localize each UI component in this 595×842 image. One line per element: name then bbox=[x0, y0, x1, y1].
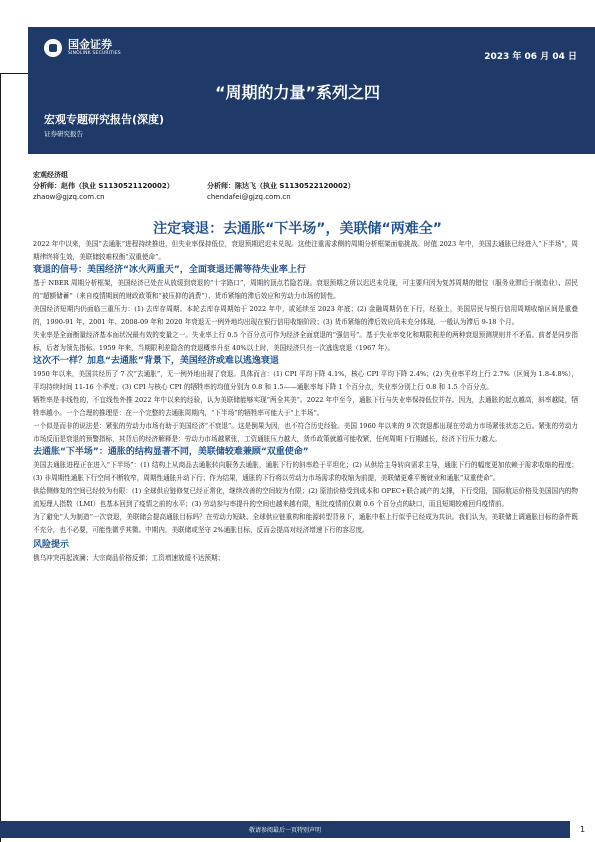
body-paragraph: 供给侧修复的空间已经较为有限：(1) 全球供应链修复已经正常化，继续改善的空间较为有限；(2) 原油价格受到成本和 OPEC+联合减产的支撑，下行受阻，国际航运价格及美国国内的物流短理人指数（LMI）也基本回到了疫情之前的水平；(3) 劳动参与率提升的空间也越来越有限，相比疫情前仅剩 0.6 个百分点的缺口，而且短期较难回归疫情前。 bbox=[33, 487, 578, 508]
report-body bbox=[33, 238, 578, 565]
analyst-group: 宏观经济组 bbox=[33, 171, 68, 179]
page-number: 1 bbox=[580, 825, 586, 834]
risk-heading: 风险提示 bbox=[33, 540, 70, 550]
series-title: “周期的力量”系列之四 bbox=[214, 83, 381, 102]
analyst-block bbox=[33, 170, 381, 203]
section-heading: 去通胀“下半场”：通胀的结构显著不同，美联储较难兼顾“双重使命” bbox=[33, 447, 309, 457]
body-paragraph: 1950 年以来，美国共经历了 7 次“去通胀”，无一例外地出现了衰退。具体而言：(1) CPI 平均下降 4.1%，核心 CPI 平均下降 2.4%；(2) 失业率平均上行 2.7%（区间为 1.8-4.8%），平均持续时间 11-16 个季度；(3) CPI 与核心 CPI 的牺牲率的均值分别为 0.8 和 1.5——通胀率每下降 1 个百分点，失业率分别上行 0.8 和 1.5 个百分点。 bbox=[33, 370, 578, 391]
analyst-name: 分析师：陈达飞（执业 S1130522120002） bbox=[207, 182, 355, 190]
report-headline: 注定衰退：去通胀“下半场”，美联储“两难全” bbox=[153, 221, 442, 237]
body-paragraph: 一个似是而非的说法是：紧张的劳动力市场有助于美国经济“不衰退”。这是倒果为因，也不符合历史经验。美国 1960 年以来的 9 次衰退都出现在劳动力市场紧张状态之后。紧张的劳动力市场反而是衰退的预警指标，其背后的经济解释是：劳动力市场越紧张，工资通胀压力越大，货币政策就越可能收紧，任何周期下行期越长，经济下行压力越大。 bbox=[33, 422, 578, 443]
body-paragraph: 俄乌冲突再起波澜；大宗商品价格反弹；工资增速放缓不达预期； bbox=[33, 554, 225, 562]
analyst-email: zhaow@gjzq.com.cn bbox=[33, 193, 105, 201]
sinolink-logo bbox=[44, 39, 121, 57]
frame-line bbox=[0, 73, 1, 842]
sinolink-logo-icon bbox=[44, 39, 62, 57]
analyst-name: 分析师：赵伟（执业 S1130521120002） bbox=[33, 182, 174, 190]
body-paragraph: 为了避免“人为制造”一次衰退，美联储会提高通胀目标吗？在劳动力短缺、全球供应链重构和能源转型背景下，通胀中枢上行似乎已经成为共识。我们认为，美联储上调通胀目标的条件既不充分，也不必要，可能性微乎其微。中期内，美联储或坚守 2%通胀目标，反而会提高对经济增速下行的容忍度。 bbox=[33, 513, 578, 534]
section-heading: 衰退的信号：美国经济“冰火两重天”，全面衰退还需等待失业率上行 bbox=[33, 265, 306, 275]
frame-line bbox=[0, 73, 28, 74]
report-date: 2023 年 06 月 04 日 bbox=[484, 52, 577, 62]
report-type: 宏观专题研究报告(深度) bbox=[44, 113, 165, 126]
footer-disclaimer: 敬请参阅最后一页特别声明 bbox=[248, 827, 321, 834]
logo-name-cn: 国金证券 bbox=[68, 38, 112, 51]
logo-name-en: SINOLINK SECURITIES bbox=[68, 51, 121, 56]
body-paragraph: 美国经济短期内仍面临三重压力：(1) 去库存周期。本轮去库存周期始于 2022 年中，或延续至 2023 年底；(2) 金融周期仍在下行，经验上，美国居民与银行信用周期收缩区间是重叠的，1990-91 年、2001 年、2008-09 年和 2020 年衰退无一例外地均出现在银行信用收缩阶段；(3) 货币紧缩的滞后效应尚未充分体现，一般认为滞后 9-18 个月。 bbox=[33, 305, 578, 326]
body-paragraph: 美国去通胀进程正在进入“下半场”：(1) 结构上从商品去通胀转向服务去通胀，通胀下行的斜率趋于平坦化；(2) 从供给主导转向需求主导，通胀下行的幅度更加依赖于需求收缩的程度；(3) 非周期性通胀下行空间不断收窄，周期性通胀升动下行；作为结果，通胀的下行将以劳动力市场需求的收缩为前提，美联储更难平衡就业和通胀“双重使命”。 bbox=[33, 461, 578, 482]
body-paragraph: 失业率是全面衡量经济基本面状况最有效的变量之一。失业率上行 0.5 个百分点可作为经济全面衰退的“强信号”。基于失业率变化和期限利差的两种衰退预测规则并不矛盾。前者是同步指标，后者为领先指标。1959 年来，当期限利差隐含的衰退概率升至 40%以上时，美国经济只有一次逃逸衰退（1967 年）。 bbox=[33, 331, 578, 352]
analyst-email: chendafei@gjzq.com.cn bbox=[207, 193, 291, 201]
body-paragraph: 2022 年中以来，美国“去通胀”进程持续推进，但失业率保持低位，衰退预期迟迟未兑现。这使注重需求侧的周期分析框架面临挑战。时值 2023 年中，美国去通胀已经进入“下半场”，周期律终将生效，美联储较难权衡“双重使命”。 bbox=[33, 240, 578, 261]
body-paragraph: 基于 NBER 周期分析框架，美国经济已处在从放缓到衰退的“十字路口”，周期的顶点若隐若现。衰退预期之所以迟迟未兑现，可主要归因为复苏周期的错位（服务业滞后于制造业）、居民的“超额储蓄”（来自疫情期间的财政政策和“被压抑的消费”）、货币紧缩的滞后效应和劳动力市场的韧性。 bbox=[33, 279, 578, 300]
body-paragraph: 牺牲率是非线性的，不宜线性外推 2022 年中以来的经验，认为美联储能够实现“两全其美”。2022 年中至今，通胀下行与失业率保持低位并存。因为，去通胀的起点越高，斜率越陡，牺牲率越小。一个合理的推理是：在一个完整的去通胀周期内，“下半场”的牺牲率可能大于“上半场”。 bbox=[33, 396, 578, 417]
section-heading: 这次不一样？加息“去通胀”背景下，美国经济或难以逃逸衰退 bbox=[33, 356, 279, 366]
report-category: 证券研究报告 bbox=[44, 130, 83, 138]
